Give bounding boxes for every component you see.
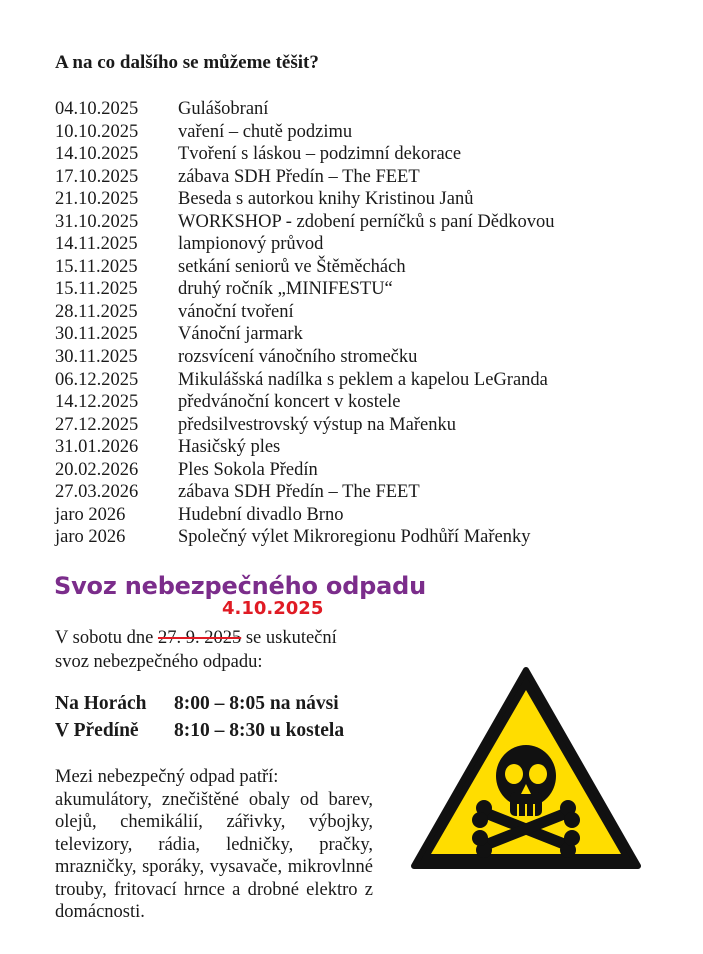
schedule-place: Na Horách [55, 693, 147, 714]
event-row [55, 323, 554, 346]
event-name: Hasičský ples [178, 437, 281, 458]
event-name: Mikulášská nadílka s peklem a kapelou LeGranda [178, 369, 548, 390]
event-row [55, 436, 554, 459]
event-name: Tvoření s láskou – podzimní dekorace [178, 144, 462, 165]
events-list [55, 98, 554, 549]
page-heading: A na co dalšího se můžeme těšit? [55, 52, 319, 73]
event-name: Vánoční jarmark [178, 324, 303, 345]
section-title: Svoz nebezpečného odpadu [54, 572, 427, 600]
event-row [55, 278, 554, 301]
event-date: 15.11.2025 [55, 279, 138, 300]
event-date: 17.10.2025 [55, 166, 139, 187]
event-row [55, 188, 554, 211]
event-date: jaro 2026 [55, 527, 126, 548]
event-date: 06.12.2025 [55, 369, 139, 390]
toxic-skull-warning-icon [408, 664, 644, 874]
event-row [55, 121, 554, 144]
event-name: WORKSHOP - zdobení perníčků s paní Dědkovou [178, 211, 555, 232]
event-name: Beseda s autorkou knihy Kristinou Janů [178, 189, 474, 210]
event-date: 31.10.2025 [55, 211, 139, 232]
event-row [55, 481, 554, 504]
event-date: jaro 2026 [55, 504, 126, 525]
event-row [55, 166, 554, 189]
event-row [55, 526, 554, 549]
event-name: vánoční tvoření [178, 301, 294, 322]
event-date: 31.01.2026 [55, 437, 139, 458]
schedule-time: 8:10 – 8:30 u kostela [174, 720, 345, 741]
event-name: Ples Sokola Předín [178, 459, 318, 480]
event-date: 04.10.2025 [55, 99, 139, 119]
event-row [55, 459, 554, 482]
event-name: Hudební divadlo Brno [178, 504, 344, 525]
event-date: 20.02.2026 [55, 459, 139, 480]
event-row [55, 504, 554, 527]
intro-after: se uskuteční [241, 628, 337, 648]
event-name: Společný výlet Mikroregionu Podhůří Mařenky [178, 527, 531, 548]
event-row [55, 369, 554, 392]
event-name: druhý ročník „MINIFESTU“ [178, 279, 393, 300]
event-date: 30.11.2025 [55, 324, 138, 345]
schedule-place: V Předíně [55, 720, 139, 741]
event-name: lampionový průvod [178, 234, 324, 255]
event-name: předsilvestrovský výstup na Mařenku [178, 414, 456, 435]
event-name: setkání seniorů ve Štěměchách [178, 256, 406, 277]
intro-paragraph [55, 626, 337, 674]
event-name: předvánoční koncert v kostele [178, 392, 401, 413]
waste-list-paragraph [55, 766, 373, 924]
schedule-row [55, 690, 344, 717]
event-row [55, 391, 554, 414]
event-row [55, 414, 554, 437]
event-name: zábava SDH Předín – The FEET [178, 482, 420, 503]
event-date: 15.11.2025 [55, 256, 138, 277]
event-date: 30.11.2025 [55, 347, 138, 368]
event-date: 27.03.2026 [55, 482, 139, 503]
event-date: 14.10.2025 [55, 144, 139, 165]
event-row [55, 346, 554, 369]
intro-before: V sobotu dne [55, 628, 158, 648]
event-row [55, 233, 554, 256]
event-row [55, 143, 554, 166]
event-name: rozsvícení vánočního stromečku [178, 347, 418, 368]
event-row [55, 211, 554, 234]
schedule-time: 8:00 – 8:05 na návsi [174, 693, 339, 714]
event-row [55, 98, 554, 121]
schedule-row [55, 717, 344, 744]
event-date: 14.12.2025 [55, 392, 139, 413]
schedule [55, 690, 344, 744]
event-date: 10.10.2025 [55, 121, 139, 142]
old-date: 27. 9. 2025 [157, 628, 242, 648]
event-row [55, 256, 554, 279]
event-date: 28.11.2025 [55, 301, 138, 322]
new-date: 4.10.2025 [222, 598, 324, 619]
event-date: 21.10.2025 [55, 189, 139, 210]
event-date: 14.11.2025 [55, 234, 138, 255]
list-intro: Mezi nebezpečný odpad patří: [55, 767, 279, 787]
event-name: Gulášobraní [178, 99, 269, 119]
event-date: 27.12.2025 [55, 414, 139, 435]
event-name: vaření – chutě podzimu [178, 121, 353, 142]
event-row [55, 301, 554, 324]
event-name: zábava SDH Předín – The FEET [178, 166, 420, 187]
intro-line2: svoz nebezpečného odpadu: [55, 652, 263, 672]
list-text: akumulátory, znečištěné obaly od barev, olejů, chemikálií, zářivky, výbojky, televizory, rádia, ledničky, pračky, mrazničky, sporáky, vysavače, mikrovlnné trouby, fritovací hrnce a drobné elektro z domácnosti. [55, 789, 373, 922]
